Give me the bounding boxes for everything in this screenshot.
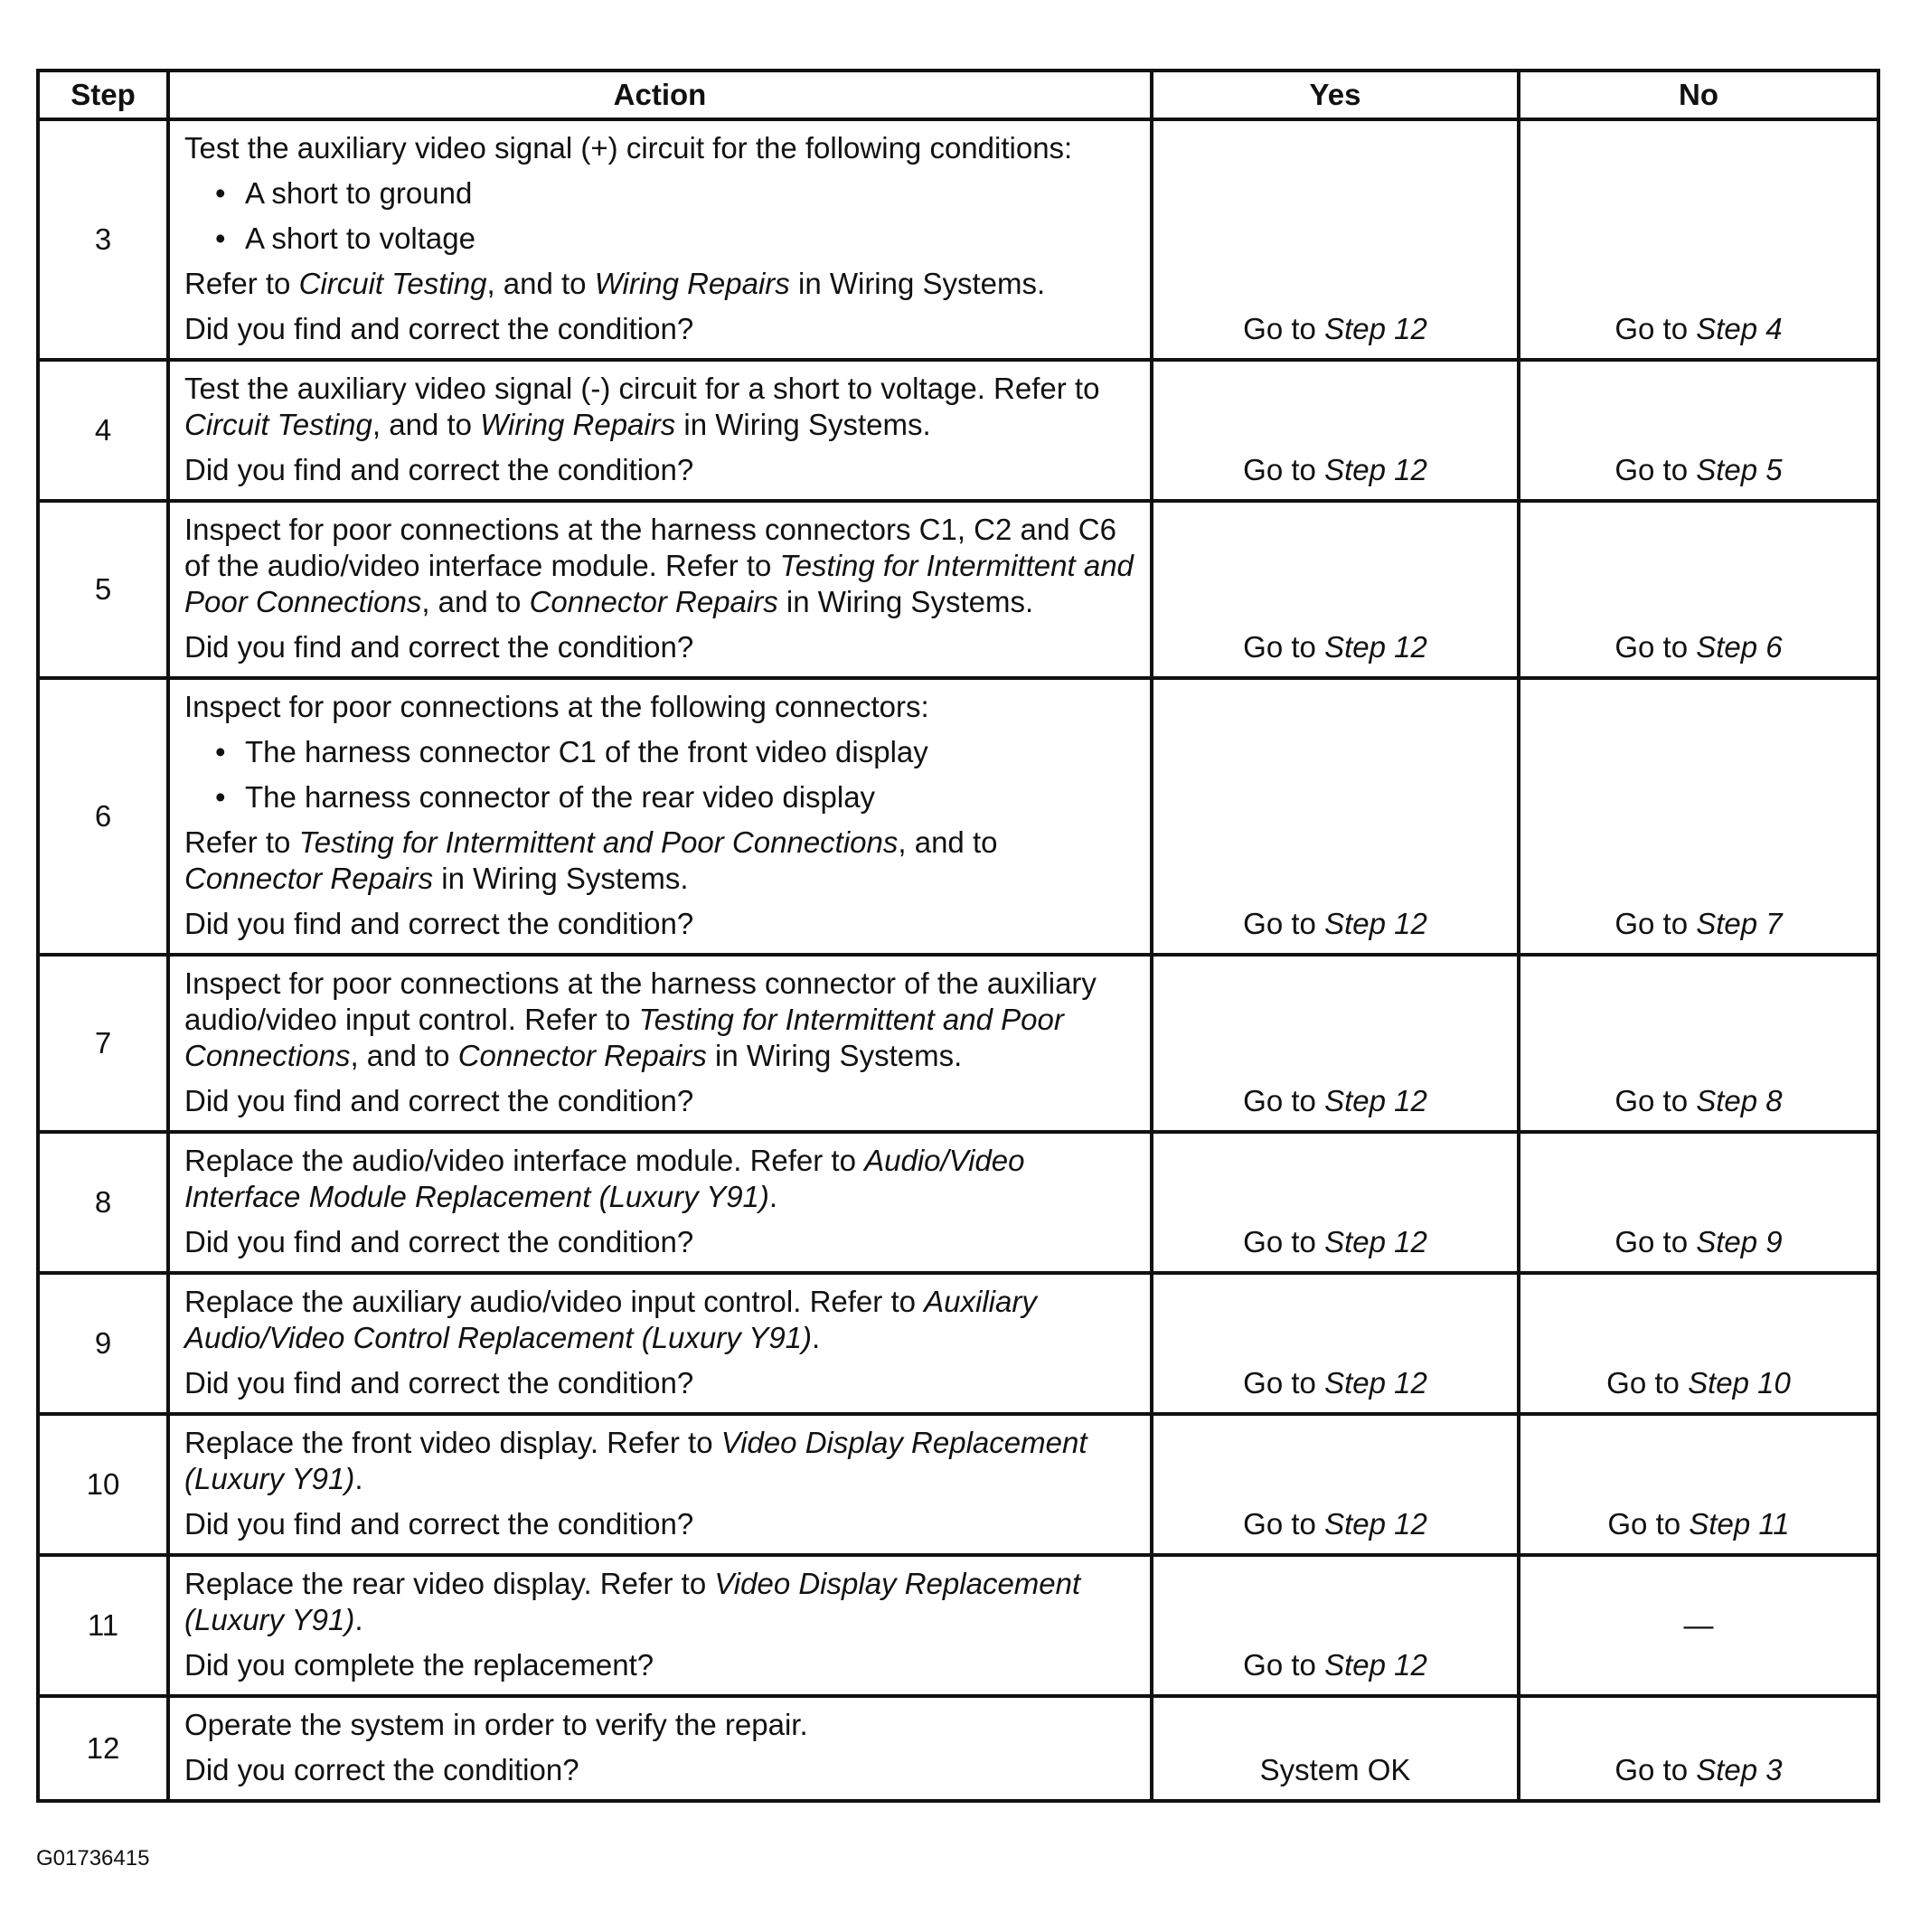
- action-text: in Wiring Systems.: [675, 408, 931, 441]
- step-number: 7: [38, 955, 168, 1132]
- action-text: Did you find and correct the condition?: [184, 1507, 694, 1541]
- action-text: Inspect for poor connections at the following connectors:: [184, 690, 929, 723]
- action-paragraph: [184, 689, 1141, 725]
- action-paragraph: [184, 825, 1141, 897]
- action-paragraph: [184, 266, 1141, 302]
- header-no: No: [1519, 71, 1878, 119]
- step-number: 9: [38, 1273, 168, 1414]
- result-text: Go to: [1243, 1084, 1325, 1117]
- yes-result: [1152, 1696, 1519, 1801]
- action-text: .: [768, 1180, 778, 1213]
- table-row: [38, 1273, 1878, 1414]
- bullet-list: [184, 734, 1141, 815]
- step-reference: Step 4: [1696, 312, 1783, 345]
- header-yes: Yes: [1152, 71, 1519, 119]
- reference-text: Auxiliary Audio/Video Control Replacement (Luxury Y91): [184, 1285, 1037, 1354]
- step-reference: Step 12: [1324, 907, 1427, 940]
- step-reference: Step 12: [1324, 1366, 1427, 1400]
- no-result: [1519, 360, 1878, 501]
- no-result: [1519, 1555, 1878, 1696]
- step-number: 8: [38, 1132, 168, 1273]
- bullet-item: • The harness connector C1 of the front video display: [184, 734, 1141, 770]
- action-text: Test the auxiliary video signal (-) circuit for a short to voltage. Refer to: [184, 372, 1100, 405]
- table-header-row: [38, 71, 1878, 119]
- table-row: [38, 1696, 1878, 1801]
- step-reference: Step 12: [1324, 312, 1427, 345]
- header-action: Action: [168, 71, 1152, 119]
- action-text: Refer to: [184, 267, 299, 300]
- result-text: Go to: [1243, 907, 1325, 940]
- action-text: in Wiring Systems.: [789, 267, 1046, 300]
- reference-text: Audio/Video Interface Module Replacement (Luxury Y91): [184, 1144, 1025, 1213]
- yes-result: [1152, 678, 1519, 955]
- step-number: 10: [38, 1414, 168, 1555]
- result-text: Go to: [1243, 630, 1325, 664]
- step-reference: Step 12: [1324, 1648, 1427, 1682]
- table-body: [38, 119, 1878, 1801]
- no-result: [1519, 955, 1878, 1132]
- bullet-item: • A short to voltage: [184, 221, 1141, 257]
- action-text: Replace the front video display. Refer to: [184, 1426, 721, 1459]
- result-text: Go to: [1243, 1225, 1325, 1258]
- result-text: —: [1683, 1608, 1714, 1642]
- table-row: [38, 119, 1878, 360]
- step-number: 6: [38, 678, 168, 955]
- step-number: 11: [38, 1555, 168, 1696]
- result-text: Go to: [1614, 1753, 1697, 1786]
- no-result: [1519, 1132, 1878, 1273]
- action-text: , and to: [372, 408, 481, 441]
- action-text: Operate the system in order to verify the repair.: [184, 1708, 808, 1741]
- action-text: Replace the auxiliary audio/video input control. Refer to: [184, 1285, 925, 1318]
- figure-id: G01736415: [36, 1846, 150, 1871]
- yes-result: [1152, 501, 1519, 678]
- step-reference: Step 12: [1324, 1084, 1427, 1117]
- result-text: Go to: [1614, 312, 1697, 345]
- header-step: Step: [38, 71, 168, 119]
- action-text: , and to: [350, 1039, 458, 1072]
- no-result: [1519, 678, 1878, 955]
- action-cell: [168, 955, 1152, 1132]
- reference-text: Wiring Repairs: [480, 408, 676, 441]
- yes-result: [1152, 119, 1519, 360]
- step-number: 3: [38, 119, 168, 360]
- no-result: [1519, 1273, 1878, 1414]
- action-cell: [168, 360, 1152, 501]
- reference-text: Testing for Intermittent and Poor Connections: [184, 1003, 1064, 1072]
- table-row: [38, 678, 1878, 955]
- action-paragraph: [184, 1224, 1141, 1260]
- reference-text: Connector Repairs: [529, 585, 778, 618]
- reference-text: Video Display Replacement (Luxury Y91): [184, 1426, 1087, 1495]
- bullet-list: [184, 175, 1141, 257]
- action-text: Did you find and correct the condition?: [184, 630, 694, 664]
- diagnostic-table: [36, 69, 1880, 1803]
- action-text: in Wiring Systems.: [706, 1039, 963, 1072]
- action-text: Did you find and correct the condition?: [184, 453, 694, 486]
- action-cell: [168, 1555, 1152, 1696]
- step-number: 4: [38, 360, 168, 501]
- step-reference: Step 12: [1324, 1225, 1427, 1258]
- step-reference: Step 7: [1696, 907, 1783, 940]
- step-reference: Step 9: [1696, 1225, 1783, 1258]
- result-text: Go to: [1243, 312, 1325, 345]
- reference-text: Connector Repairs: [457, 1039, 707, 1072]
- table-row: [38, 1414, 1878, 1555]
- action-text: Did you complete the replacement?: [184, 1648, 654, 1682]
- reference-text: Connector Repairs: [184, 862, 434, 895]
- action-text: Inspect for poor connections at the harness connectors C1, C2 and C6 of the audio/video interface module. Refer to: [184, 513, 1116, 582]
- no-result: [1519, 1696, 1878, 1801]
- action-paragraph: [184, 1707, 1141, 1743]
- result-text: Go to: [1243, 1648, 1325, 1682]
- yes-result: [1152, 1132, 1519, 1273]
- table-row: [38, 360, 1878, 501]
- bullet-item: • The harness connector of the rear video display: [184, 779, 1141, 815]
- action-text: Did you find and correct the condition?: [184, 312, 694, 345]
- result-text: Go to: [1243, 453, 1325, 486]
- table-row: [38, 955, 1878, 1132]
- step-reference: Step 11: [1689, 1507, 1790, 1541]
- action-cell: [168, 1414, 1152, 1555]
- action-paragraph: [184, 1143, 1141, 1215]
- result-text: System OK: [1259, 1753, 1411, 1786]
- action-paragraph: [184, 1752, 1141, 1788]
- step-reference: Step 5: [1696, 453, 1783, 486]
- table-row: [38, 501, 1878, 678]
- action-paragraph: [184, 1425, 1141, 1497]
- action-paragraph: [184, 1083, 1141, 1119]
- reference-text: Circuit Testing: [184, 408, 372, 441]
- yes-result: [1152, 360, 1519, 501]
- result-text: Go to: [1614, 1225, 1697, 1258]
- action-cell: [168, 501, 1152, 678]
- step-number: 5: [38, 501, 168, 678]
- action-text: , and to: [898, 825, 998, 859]
- table-row: [38, 1132, 1878, 1273]
- action-text: Did you find and correct the condition?: [184, 907, 694, 940]
- no-result: [1519, 1414, 1878, 1555]
- result-text: Go to: [1607, 1507, 1690, 1541]
- reference-text: Video Display Replacement (Luxury Y91): [184, 1567, 1081, 1636]
- action-text: Did you find and correct the condition?: [184, 1366, 694, 1400]
- result-text: Go to: [1606, 1366, 1689, 1400]
- action-text: .: [812, 1321, 821, 1354]
- action-paragraph: [184, 371, 1141, 443]
- action-text: .: [354, 1462, 363, 1495]
- reference-text: Circuit Testing: [298, 267, 487, 300]
- action-paragraph: [184, 1365, 1141, 1401]
- no-result: [1519, 501, 1878, 678]
- reference-text: Testing for Intermittent and Poor Connections: [298, 825, 899, 859]
- result-text: Go to: [1243, 1366, 1325, 1400]
- action-text: in Wiring Systems.: [777, 585, 1034, 618]
- step-reference: Step 3: [1696, 1753, 1783, 1786]
- reference-text: Testing for Intermittent and Poor Connections: [184, 549, 1134, 618]
- action-text: Replace the audio/video interface module. Refer to: [184, 1144, 865, 1177]
- step-reference: Step 10: [1688, 1366, 1791, 1400]
- action-paragraph: [184, 512, 1141, 620]
- action-text: Test the auxiliary video signal (+) circuit for the following conditions:: [184, 131, 1073, 165]
- result-text: Go to: [1614, 907, 1697, 940]
- yes-result: [1152, 955, 1519, 1132]
- action-paragraph: [184, 130, 1141, 166]
- result-text: Go to: [1614, 1084, 1697, 1117]
- result-text: Go to: [1243, 1507, 1325, 1541]
- action-text: Replace the rear video display. Refer to: [184, 1567, 715, 1600]
- step-reference: Step 12: [1324, 453, 1427, 486]
- action-text: Did you find and correct the condition?: [184, 1084, 694, 1117]
- action-cell: [168, 1273, 1152, 1414]
- step-number: 12: [38, 1696, 168, 1801]
- step-reference: Step 12: [1324, 630, 1427, 664]
- action-text: Inspect for poor connections at the harness connector of the auxiliary audio/video input control. Refer to: [184, 966, 1097, 1036]
- step-reference: Step 6: [1696, 630, 1783, 664]
- yes-result: [1152, 1555, 1519, 1696]
- result-text: Go to: [1614, 453, 1697, 486]
- action-text: Did you find and correct the condition?: [184, 1225, 694, 1258]
- action-cell: [168, 1132, 1152, 1273]
- action-paragraph: [184, 1566, 1141, 1638]
- action-paragraph: [184, 906, 1141, 942]
- action-text: in Wiring Systems.: [433, 862, 689, 895]
- action-text: Did you correct the condition?: [184, 1753, 579, 1786]
- action-cell: [168, 678, 1152, 955]
- action-text: .: [354, 1603, 363, 1636]
- action-paragraph: [184, 452, 1141, 488]
- step-reference: Step 8: [1696, 1084, 1783, 1117]
- action-text: , and to: [421, 585, 530, 618]
- action-cell: [168, 119, 1152, 360]
- yes-result: [1152, 1414, 1519, 1555]
- action-text: , and to: [486, 267, 595, 300]
- table-row: [38, 1555, 1878, 1696]
- result-text: Go to: [1614, 630, 1697, 664]
- action-paragraph: [184, 1506, 1141, 1542]
- step-reference: Step 12: [1324, 1507, 1427, 1541]
- action-text: Refer to: [184, 825, 299, 859]
- action-paragraph: [184, 311, 1141, 347]
- yes-result: [1152, 1273, 1519, 1414]
- action-paragraph: [184, 966, 1141, 1074]
- action-paragraph: [184, 1284, 1141, 1356]
- action-paragraph: [184, 629, 1141, 665]
- action-paragraph: [184, 1647, 1141, 1683]
- reference-text: Wiring Repairs: [594, 267, 790, 300]
- action-cell: [168, 1696, 1152, 1801]
- bullet-item: • A short to ground: [184, 175, 1141, 212]
- no-result: [1519, 119, 1878, 360]
